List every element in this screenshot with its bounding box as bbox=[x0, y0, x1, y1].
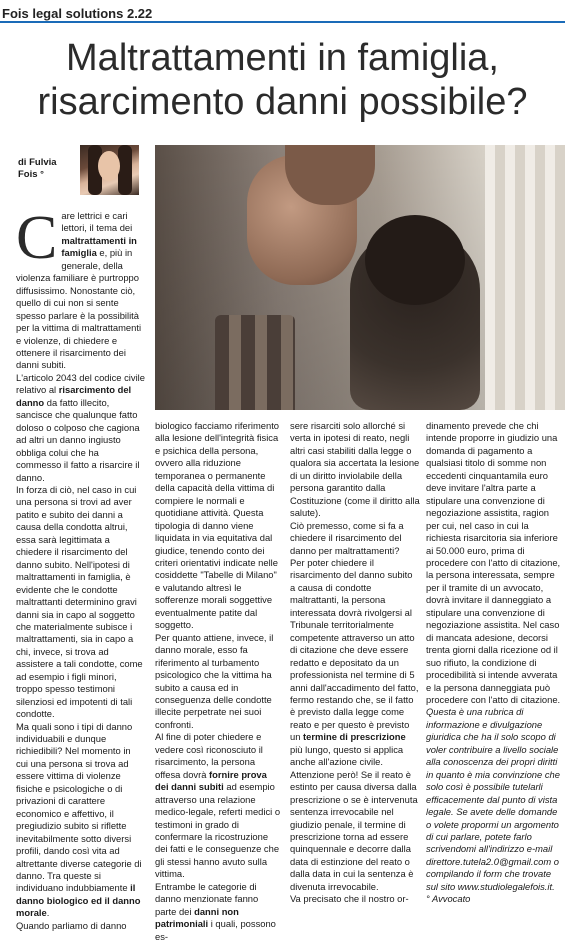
headline bbox=[0, 36, 565, 124]
article-column-1 bbox=[16, 204, 145, 932]
paragraph: sere risarciti solo allorché si verta in ipotesi di reato, negli altri casi stabiliti dalla legge o qualora sia accertata la lesione di un diritto inviolabile della persona garantito dalla Costituzione (come il diritto alla salute). bbox=[290, 420, 420, 519]
photo-jars bbox=[215, 315, 295, 410]
paragraph: biologico facciamo riferimento alla lesione dell'integrità fisica e psichica della persona, ovvero alla riduzione temporanea o permanente della capacità della vittima di compiere le normali e quotidiane attività. Questa tipologia di danno viene liquidata in via equitativa dal giudice, tenendo conto dei criteri orientativi indicate nelle cosiddette "Tabelle di Milano" e valutando altresì le sofferenze morali soggettive eventualmente patite dal soggetto. bbox=[155, 420, 280, 631]
footnote: ° Avvocato bbox=[426, 893, 471, 905]
header-rule bbox=[0, 21, 565, 23]
paragraph: are lettrici e cari lettori, il tema dei maltrattamenti in famiglia e, più in generale, della violenza familiare è purtroppo diffusissimo. Nonostante ciò, quello di cui non si sente spesso parlare è la possibilità per la vittima di maltrattamenti e violenze, di chiedere e ottenere il risarcimento dei danni subiti. bbox=[16, 210, 142, 371]
paragraph: Al fine di poter chiedere e vedere così riconosciuto il risarcimento, la persona offesa dovrà fornire prova dei danni subiti ad esempio attraverso una relazione medico-legale, referti medici o testimoni in grado di confermare la ricostruzione dei fatti e le conseguenze che gli stessi hanno avuto sulla vittima. bbox=[155, 731, 281, 880]
author-note: Questa è una rubrica di informazione e divulgazione giuridica che ha il solo scopo di voler contribuire a livello sociale alla conoscenza dei propri diritti in quanto è mia convinzione che solo così è possibile tutelarli efficacemente dal punto di vista legale. Se avete delle domande o volete propormi un argomento di cui parlare, potete farlo scrivendomi all'indirizzo e-mail direttore.tutela2.0@gmail.com o compilando il form che trovate sul sito www.studiolegalefois.it. bbox=[426, 706, 560, 892]
article-column-4 bbox=[426, 420, 561, 906]
article-column-3 bbox=[290, 420, 420, 906]
paragraph: In forza di ciò, nel caso in cui una persona si trovi ad aver patito e subito dei danni a causa della condotta altrui, essa sarà legittimata a chiedere il risarcimento del danno subito. Nell'ipotesi di maltrattamenti in famiglia, è evidente che le condotte maltrattanti determinino gravi danni sia in capo al soggetto che materialmente subisce i maltrattamenti, sia in capo a chi, invece, si trova ad assistere a tali condotte, come ad esempio i figli minori, troppo spesso testimoni silenziosi ed impotenti di tali condotte. bbox=[16, 483, 143, 720]
headline-line-2: risarcimento danni possibile? bbox=[37, 81, 528, 123]
byline bbox=[18, 157, 57, 181]
byline-mark: ° bbox=[40, 169, 44, 180]
paragraph: L'articolo 2043 del codice civile relativo al risarcimento del danno da fatto illecito, sancisce che qualunque fatto doloso o colposo che cagiona ad altri un danno ingiusto obbliga colui che ha commesso il fatto a risarcire il danno. bbox=[16, 371, 145, 483]
paragraph: Per poter chiedere il risarcimento del danno subito a causa di condotte maltrattanti, la persona interessata dovrà rivolgersi al Tribunale territorialmente competente attraverso un atto di citazione che deve essere redatto e depositato da un professionista nel termine di 5 anni dall'accadimento del fatto, fermo restando che, se il fatto è previsto dalla legge come reato e per questo è previsto un termine di prescrizione più lungo, questo si applica anche all'azione civile. bbox=[290, 556, 419, 768]
paragraph: Ma quali sono i tipi di danno individuabili e dunque richiedibili? Nel momento in cui una persona si trova ad essere vittima di violenze fisiche e psicologiche o di privazioni di carattere economico e affettivo, il pregiudizio subito si riflette inevitabilmente sotto diversi profili, dando così vita ad altrettante diverse categorie di danno. Tra queste si individuano indubbiamente il danno biologico ed il danno morale. bbox=[16, 720, 142, 919]
byline-prefix: di Fulvia bbox=[18, 157, 57, 168]
paragraph: dinamento prevede che chi intende proporre in giudizio una domanda di pagamento a qualsiasi titolo di somme non eccedenti cinquantamila euro deve invitare l'altra parte a stipulare una convenzione di negoziazione assistita, ragion per cui, nel caso in cui la richiesta risarcitoria sia inferiore ai 50.000 euro, prima di procedere con l'atto di citazione, la persona interessata, sempre per il tramite di un avvocato, dovrà invitare il danneggiato a stipulare una convenzione di negoziazione assistita. Nel caso di mancata adesione, decorsi trenta giorni dalla ricezione od il suo rifiuto, la condizione di procedibilità si intende avverata e la persona danneggiata può procedere con l'atto di citazione. bbox=[426, 420, 561, 705]
drop-cap: C bbox=[16, 204, 58, 272]
photo-hair bbox=[365, 215, 465, 305]
headline-line-1: Maltrattamenti in famiglia, bbox=[66, 37, 499, 79]
photo-wall bbox=[485, 145, 565, 410]
author-photo bbox=[80, 145, 139, 195]
paragraph: Per quanto attiene, invece, il danno morale, esso fa riferimento al turbamento psicologico che la vittima ha subito a causa ed in conseguenza delle condotte illecite perpetrate nei suoi confronti. bbox=[155, 631, 274, 730]
article-column-2 bbox=[155, 420, 282, 943]
article-photo bbox=[155, 145, 565, 410]
section-header bbox=[0, 0, 565, 22]
paragraph: Entrambe le categorie di danno menzionate fanno parte dei danni non patrimoniali i quali, possono es- bbox=[155, 880, 276, 942]
paragraph: Attenzione però! Se il reato è estinto per causa diversa dalla prescrizione o se è intervenuta sentenza irrevocabile nel giudizio penale, il termine di prescrizione torna ad essere quinquennale e decorre dalla data di estinzione del reato o dalla data in cui la sentenza è divenuta irrevocabile. bbox=[290, 768, 418, 892]
paragraph: Ciò premesso, come si fa a chiedere il risarcimento del danno per maltrattamenti? bbox=[290, 519, 404, 556]
section-tag: Fois legal solutions 2.22 bbox=[2, 6, 153, 21]
byline-name: Fois bbox=[18, 169, 38, 180]
author-face bbox=[98, 151, 120, 181]
paragraph: Va precisato che il nostro or- bbox=[290, 893, 409, 905]
paragraph: Quando parliamo di danno bbox=[16, 919, 127, 931]
